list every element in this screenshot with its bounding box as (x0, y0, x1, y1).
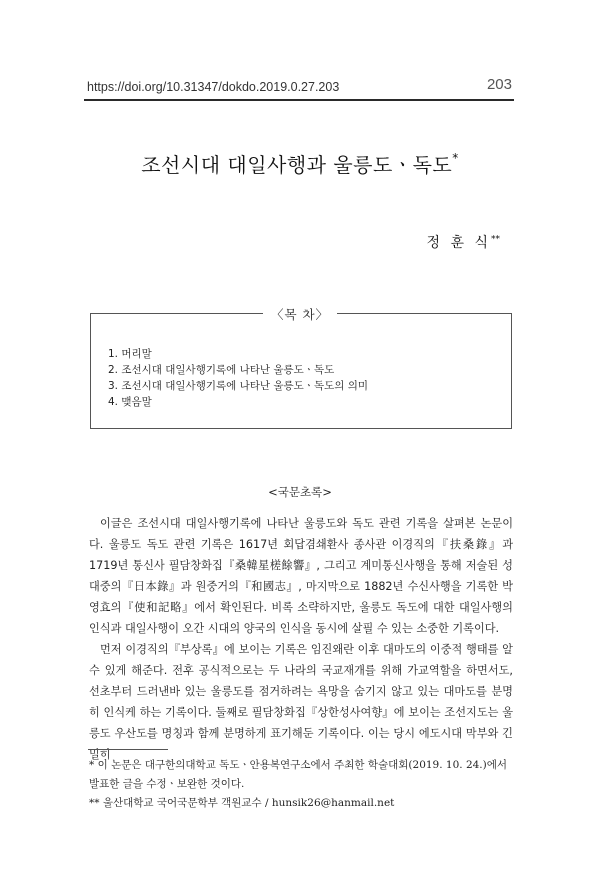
author (427, 232, 500, 252)
title-footnote-mark: * (452, 151, 459, 166)
abstract-paragraph: 먼저 이경직의『부상록』에 보이는 기록은 임진왜란 이후 대마도의 이중적 행태를 알 수 있게 해준다. 전후 공식적으로는 두 나라의 국교재개를 위해 가교역할을 하면서도, 선초부터 드러낸바 있는 울릉도를 점거하려는 욕망을 숨기지 않고 있는 대마도를 분명히 인식케 하는 기록이다. 둘째로 필담창화집『상한성사여향』에 보이는 조선지도는 울릉도 우산도를 명칭과 함께 분명하게 표기해둔 기록이다. 이는 당시 에도시대 막부와 긴밀히 (89, 643, 513, 761)
doi-link[interactable]: https://doi.org/10.31347/dokdo.2019.0.27.203 (87, 80, 340, 94)
toc-list (108, 346, 368, 410)
paper-title (0, 149, 600, 178)
abstract-paragraph: 이글은 조선시대 대일사행기록에 나타난 울릉도와 독도 관련 기록을 살펴본 논문이다. 울릉도 독도 관련 기록은 1617년 회답겸쇄환사 종사관 이경직의『扶桑錄』과 1719년 통신사 필담창화집『桑韓星槎餘響』, 그리고 계미통신사행을 통해 저술된 성대중의『日本錄』과 원중거의『和國志』, 마지막으로 1882년 수신사행을 기록한 박영효의『使和記略』에서 확인된다. 비록 소략하지만, 울릉도 독도에 대한 대일사행의 인식과 대일사행이 오간 시대의 양국의 인식을 동시에 살필 수 있는 소중한 기록이다. (89, 517, 513, 635)
abstract-heading: <국문초록> (268, 485, 332, 499)
toc-item: 2. 조선시대 대일사행기록에 나타난 울릉도ㆍ독도 (108, 364, 335, 376)
header-rule (84, 99, 514, 101)
toc-item: 4. 맺음말 (108, 396, 152, 408)
abstract-body (89, 513, 513, 765)
toc-item: 1. 머리말 (108, 348, 152, 360)
toc-title-text: 〈목 차〉 (263, 307, 337, 322)
toc-item: 3. 조선시대 대일사행기록에 나타난 울릉도ㆍ독도의 의미 (108, 380, 368, 392)
author-name: 정 훈 식 (426, 235, 491, 251)
author-footnote-mark: ** (491, 234, 500, 245)
page-number: 203 (486, 76, 512, 93)
footnote-item: * 이 논문은 대구한의대학교 독도ㆍ안용복연구소에서 주최한 학술대회(2019. 10. 24.)에서 발표한 글을 수정ㆍ보완한 것이다. (89, 759, 508, 790)
footnote-item: ** 울산대학교 국어국문학부 객원교수 / hunsik26@hanmail.net (89, 797, 395, 809)
toc-title (0, 304, 600, 323)
footnotes (89, 756, 513, 813)
footnote-rule (88, 749, 168, 750)
paper-title-text: 조선시대 대일사행과 울릉도ㆍ독도 (141, 153, 453, 177)
